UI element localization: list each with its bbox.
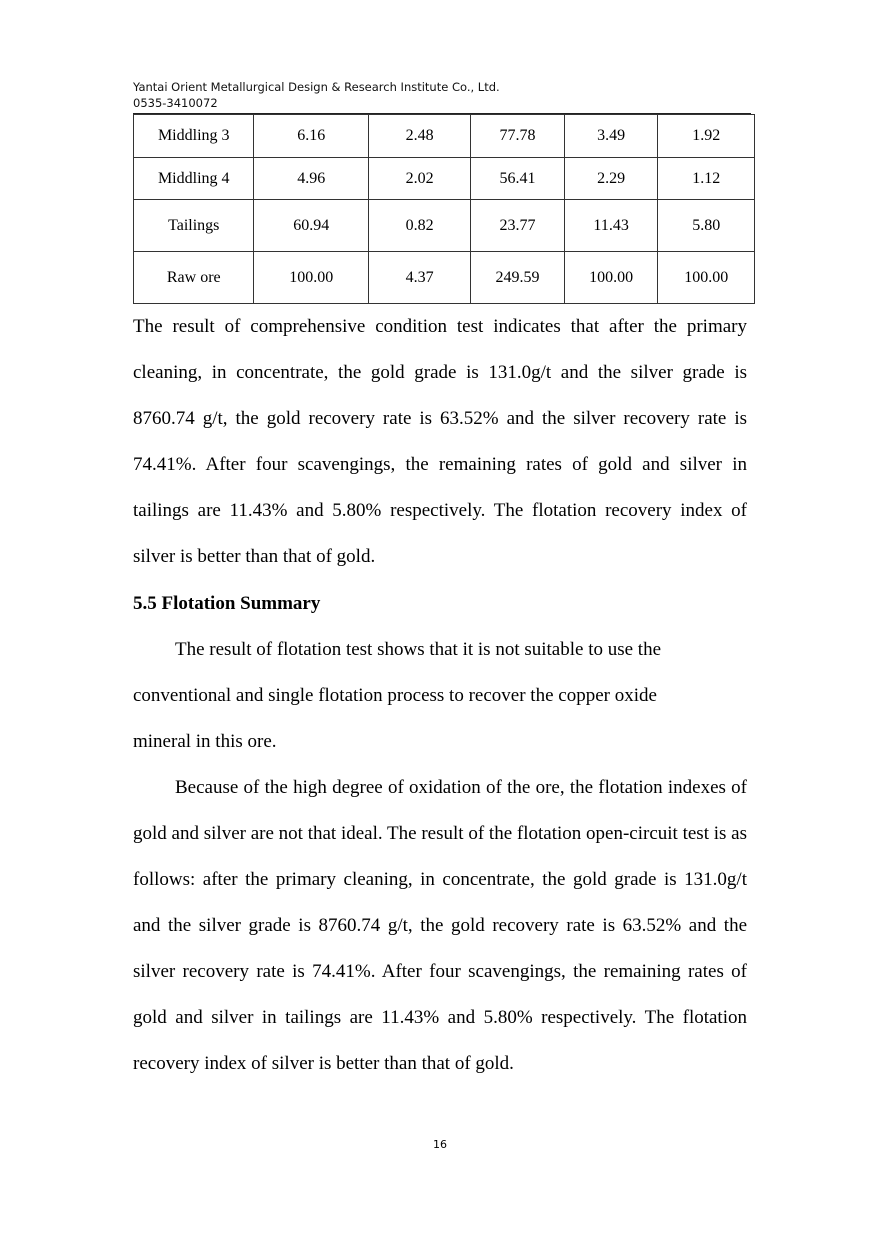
table-cell: Middling 3 bbox=[134, 115, 254, 158]
table-cell: Middling 4 bbox=[134, 158, 254, 200]
table-row bbox=[134, 158, 755, 200]
page-number: 16 bbox=[433, 1138, 447, 1151]
table-row bbox=[134, 252, 755, 304]
page-header bbox=[133, 79, 500, 111]
paragraph-oxidation: Because of the high degree of oxidation of the ore, the flotation indexes of gold and silver are not that ideal. The result of the flotation open-circuit test is as follows: after the primary cleaning, in concentrate, the gold grade is 131.0g/t and the silver grade is 8760.74 g/t, the gold recovery rate is 63.52% and the silver recovery rate is 74.41%. After four scavengings, the remaining rates of gold and silver in tailings are 11.43% and 5.80% respectively. The flotation recovery index of silver is better than that of gold. bbox=[133, 777, 747, 1074]
table-cell: 2.48 bbox=[368, 115, 470, 158]
table-cell: 4.96 bbox=[254, 158, 368, 200]
table-cell: 6.16 bbox=[254, 115, 368, 158]
table-cell: 60.94 bbox=[254, 200, 368, 252]
table-cell: Tailings bbox=[134, 200, 254, 252]
results-table bbox=[133, 114, 755, 304]
table-cell: 100.00 bbox=[254, 252, 368, 304]
table-cell: 23.77 bbox=[471, 200, 565, 252]
table-cell: 56.41 bbox=[471, 158, 565, 200]
table-cell: 100.00 bbox=[658, 252, 755, 304]
table-cell: Raw ore bbox=[134, 252, 254, 304]
company-name: Yantai Orient Metallurgical Design & Research Institute Co., Ltd. bbox=[133, 80, 500, 94]
table-cell: 2.02 bbox=[368, 158, 470, 200]
table-cell: 11.43 bbox=[564, 200, 658, 252]
paragraph-comprehensive-test: The result of comprehensive condition test indicates that after the primary cleaning, in concentrate, the gold grade is 131.0g/t and the silver grade is 8760.74 g/t, the gold recovery rate is 63.52% and the silver recovery rate is 74.41%. After four scavengings, the remaining rates of gold and silver in tailings are 11.43% and 5.80% respectively. The flotation recovery index of silver is better than that of gold. bbox=[133, 316, 747, 567]
paragraph-flotation-summary: The result of flotation test shows that it is not suitable to use the conventional and single flotation process to recover the copper oxide mineral in this ore. bbox=[133, 639, 662, 752]
table-row bbox=[134, 200, 755, 252]
table-cell: 249.59 bbox=[471, 252, 565, 304]
table-cell: 0.82 bbox=[368, 200, 470, 252]
table-cell: 5.80 bbox=[658, 200, 755, 252]
table-cell: 4.37 bbox=[368, 252, 470, 304]
table-cell: 100.00 bbox=[564, 252, 658, 304]
table-cell: 1.92 bbox=[658, 115, 755, 158]
table-cell: 77.78 bbox=[471, 115, 565, 158]
company-phone: 0535-3410072 bbox=[133, 96, 218, 110]
table-cell: 1.12 bbox=[658, 158, 755, 200]
section-heading: 5.5 Flotation Summary bbox=[133, 593, 321, 614]
table-row bbox=[134, 115, 755, 158]
table-cell: 2.29 bbox=[564, 158, 658, 200]
table-cell: 3.49 bbox=[564, 115, 658, 158]
